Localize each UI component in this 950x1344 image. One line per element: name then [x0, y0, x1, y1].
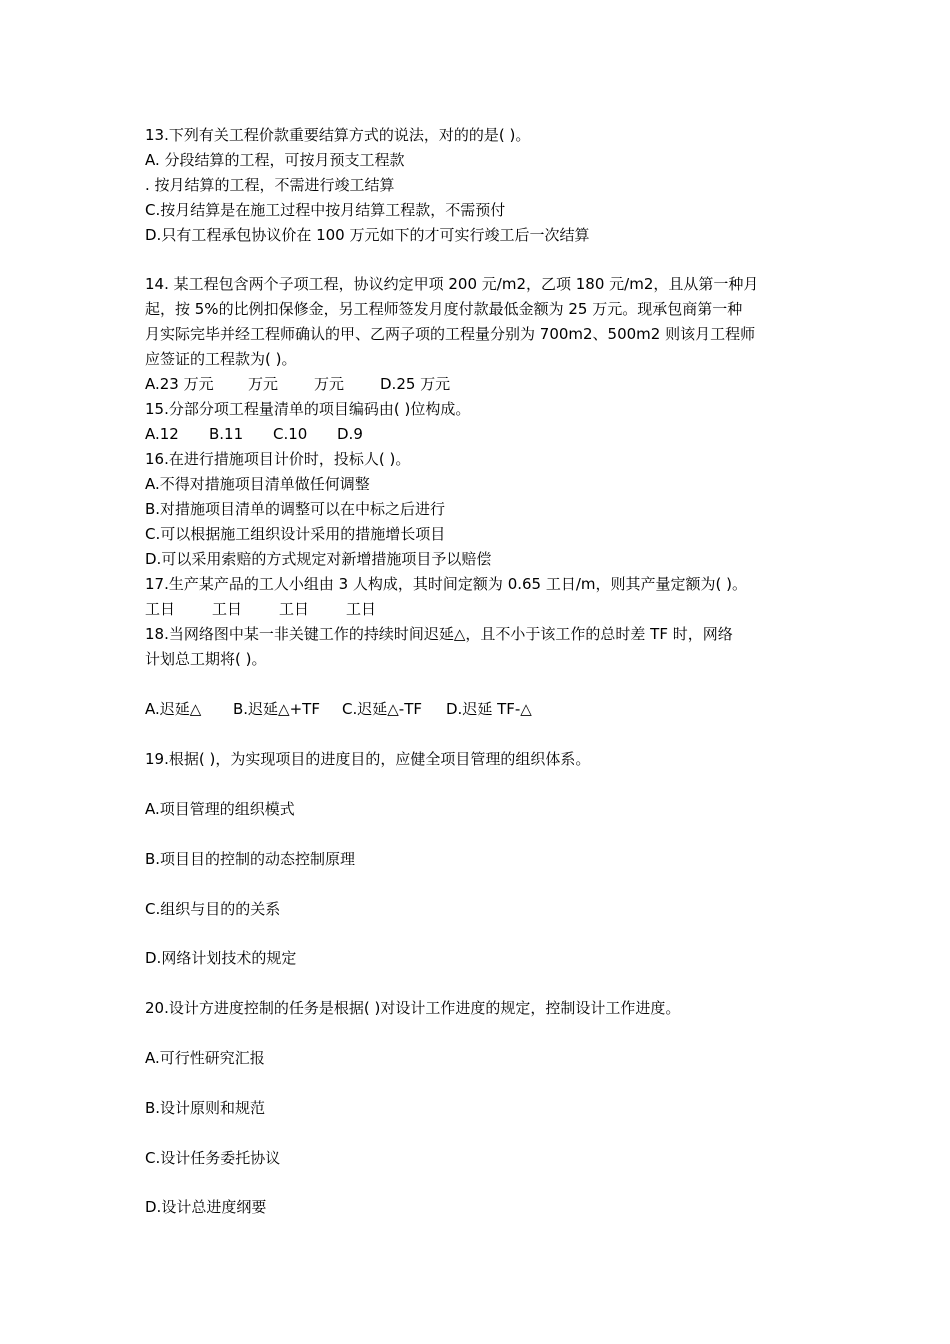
q13-stem: 13.下列有关工程价款重要结算方式的说法，对的的是( )。 [145, 126, 531, 144]
q17-stem: 17.生产某产品的工人小组由 3 人构成，其时间定额为 0.65 工日/m，则其产量定额为( )。 [145, 575, 748, 593]
q19-option-b: B.项目目的控制的动态控制原理 [145, 850, 356, 868]
q15-option-b: B.11 [209, 425, 244, 443]
q19-stem: 19.根据( )，为实现项目的进度目的，应健全项目管理的组织体系。 [145, 750, 591, 768]
q18-options [145, 697, 815, 722]
q16-option-b: B.对措施项目清单的调整可以在中标之后进行 [145, 500, 446, 518]
q16-stem: 16.在进行措施项目计价时，投标人( )。 [145, 450, 411, 468]
q16-option-c: C.可以根据施工组织设计采用的措施增长项目 [145, 525, 446, 543]
q20-option-c: C.设计任务委托协议 [145, 1149, 281, 1167]
q20-option-d: D.设计总进度纲要 [145, 1198, 267, 1216]
q14-option-b: 万元 [248, 375, 279, 393]
q20-stem: 20.设计方进度控制的任务是根据( )对设计工作进度的规定，控制设计工作进度。 [145, 999, 681, 1017]
q18-stem-line-1: 18.当网络图中某一非关键工作的持续时间迟延△，且不小于该工作的总时差 TF 时，网络 [145, 625, 733, 643]
q18-option-b: B.迟延△+TF [233, 700, 320, 718]
q14-option-a: A.23 万元 [145, 375, 214, 393]
q17-option-c: 工日 [279, 600, 310, 618]
q19-option-a: A.项目管理的组织模式 [145, 800, 295, 818]
q16-option-d: D.可以采用索赔的方式规定对新增措施项目予以赔偿 [145, 550, 492, 568]
q18-option-c: C.迟延△-TF [342, 700, 422, 718]
q19-option-d: D.网络计划技术的规定 [145, 949, 297, 967]
q17-options [145, 597, 815, 622]
q17-option-a: 工日 [145, 600, 176, 618]
q14-stem-line-2: 起，按 5%的比例扣保修金，另工程师签发月度付款最低金额为 25 万元。现承包商第一种 [145, 300, 743, 318]
q20-option-a: A.可行性研究汇报 [145, 1049, 265, 1067]
q17-option-d: 工日 [346, 600, 377, 618]
q13-option-c: C.按月结算是在施工过程中按月结算工程款，不需预付 [145, 201, 506, 219]
q19-option-c: C.组织与目的的关系 [145, 900, 281, 918]
q15-options [145, 422, 815, 447]
q18-option-a: A.迟延△ [145, 700, 202, 718]
q20-option-b: B.设计原则和规范 [145, 1099, 266, 1117]
q15-option-a: A.12 [145, 425, 179, 443]
q14-stem-line-1: 14. 某工程包含两个子项工程，协议约定甲项 200 元/m2，乙项 180 元/m2，且从第一种月 [145, 275, 759, 293]
q15-option-c: C.10 [273, 425, 308, 443]
q14-option-c: 万元 [314, 375, 345, 393]
q13-option-b: . 按月结算的工程，不需进行竣工结算 [145, 176, 395, 194]
q13-option-d: D.只有工程承包协议价在 100 万元如下的才可实行竣工后一次结算 [145, 226, 590, 244]
q17-option-b: 工日 [212, 600, 243, 618]
q14-stem-line-3: 月实际完毕并经工程师确认的甲、乙两子项的工程量分别为 700m2、500m2 则该月工程师 [145, 325, 756, 343]
q15-stem: 15.分部分项工程量清单的项目编码由( )位构成。 [145, 400, 471, 418]
q14-option-d: D.25 万元 [380, 375, 451, 393]
q14-stem-line-4: 应签证的工程款为( )。 [145, 350, 297, 368]
q18-option-d: D.迟延 TF-△ [446, 700, 532, 718]
q15-option-d: D.9 [337, 425, 363, 443]
q14-options [145, 372, 815, 397]
q16-option-a: A.不得对措施项目清单做任何调整 [145, 475, 370, 493]
q18-stem-line-2: 计划总工期将( )。 [145, 650, 267, 668]
q13-option-a: A. 分段结算的工程，可按月预支工程款 [145, 151, 405, 169]
